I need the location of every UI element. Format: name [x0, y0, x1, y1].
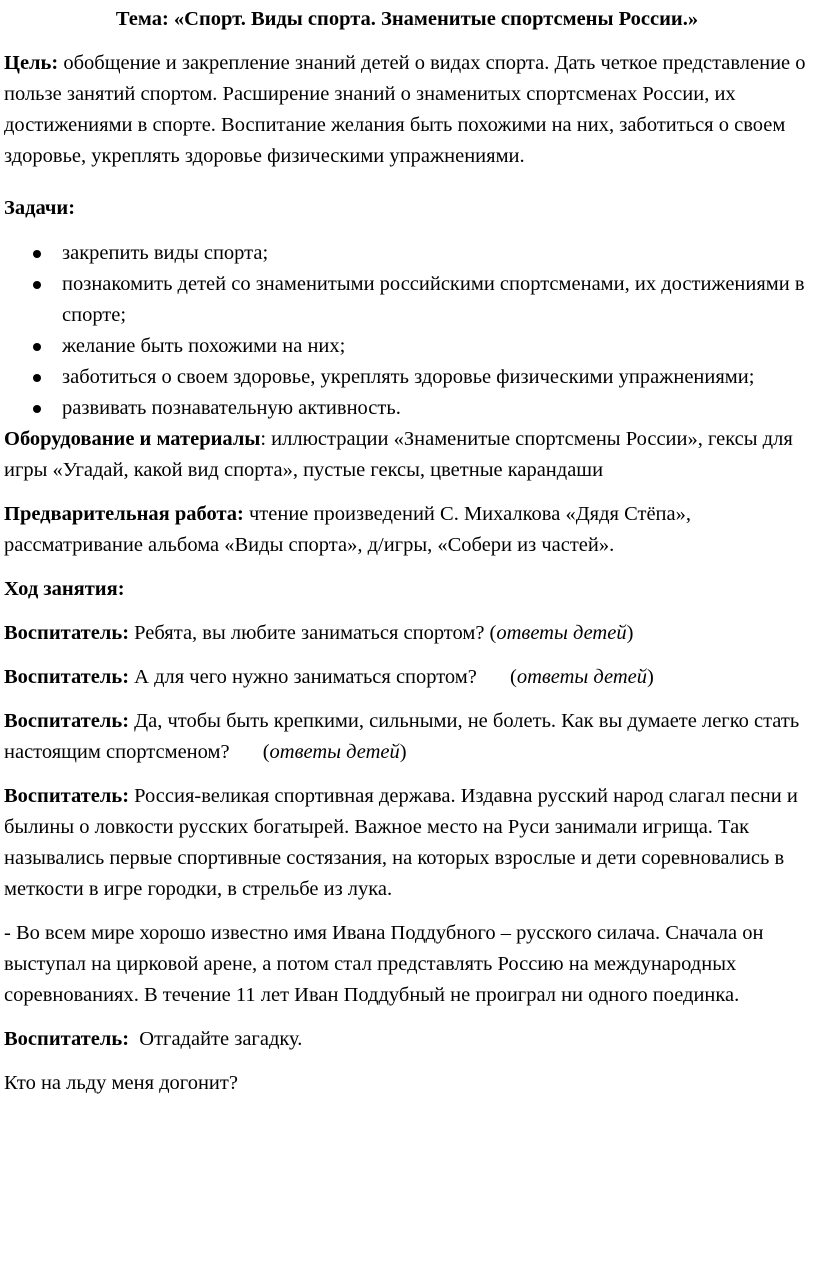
goal-text: обобщение и закрепление знаний детей о видах спорта. Дать четкое представление о пользе занятий спортом. Расширение знаний о знаменитых спортсменах России, их достижениями в спорте. Воспитание желания быть похожими на них, заботиться о своем здоровье, укреплять здоровье физическими упражнениями. — [4, 52, 806, 167]
teacher-label: Воспитатель: — [4, 710, 130, 732]
dialogue-line: Воспитатель: А для чего нужно заниматься спортом? (ответы детей) — [4, 666, 654, 688]
bullet-icon — [33, 250, 41, 258]
tasks-list — [4, 238, 810, 424]
equipment-text: : иллюстрации «Знаменитые спортсмены России», гексы для игры «Угадай, какой вид спорта», пустые гексы, цветные карандаши — [4, 428, 793, 481]
russia-paragraph: Воспитатель: Россия-великая спортивная держава. Издавна русский народ слагал песни и былины о ловкости русских богатырей. Важное место на Руси занимали игрища. Так назывались первые спортивные состязания, на которых взрослые и дети соревновались в меткости в игре городки, в стрельбе из лука. — [4, 785, 798, 900]
teacher-label: Воспитатель: — [4, 622, 130, 644]
list-item: закрепить виды спорта; — [4, 238, 810, 269]
children-answers-note: ответы детей — [516, 666, 648, 688]
teacher-label: Воспитатель: — [4, 666, 130, 688]
riddle-line: Кто на льду меня догонит? — [4, 1072, 238, 1094]
list-item: желание быть похожими на них; — [4, 331, 810, 362]
list-item: развивать познавательную активность. — [4, 393, 810, 424]
tasks-heading: Задачи: — [4, 197, 76, 219]
equipment-paragraph — [4, 424, 810, 486]
equipment-label: Оборудование и материалы — [4, 428, 261, 450]
bullet-icon — [33, 374, 41, 382]
children-answers-note: ответы детей — [496, 622, 627, 644]
document-title: Тема: «Спорт. Виды спорта. Знаменитые спортсмены России.» — [115, 8, 699, 30]
bullet-icon — [33, 343, 41, 351]
prework-label: Предварительная работа: — [4, 503, 244, 525]
bullet-icon — [33, 405, 41, 413]
prework-paragraph — [4, 499, 810, 561]
children-answers-note: ответы детей — [269, 741, 400, 763]
lesson-heading: Ход занятия: — [4, 578, 125, 600]
teacher-label: Воспитатель: — [4, 785, 130, 807]
bullet-icon — [33, 281, 41, 289]
teacher-label: Воспитатель: — [4, 1028, 130, 1050]
riddle-intro: Воспитатель: Отгадайте загадку. — [4, 1028, 303, 1050]
goal-label: Цель: — [4, 52, 59, 74]
poddubny-paragraph: - Во всем мире хорошо известно имя Ивана Поддубного – русского силача. Сначала он выступал на цирковой арене, а потом стал представлять Россию на международных соревнованиях. В течение 11 лет Иван Поддубный не проиграл ни одного поединка. — [4, 922, 764, 1006]
dialogue-line: Воспитатель: Ребята, вы любите заниматься спортом? (ответы детей) — [4, 622, 634, 644]
goal-paragraph — [4, 48, 810, 172]
list-item: познакомить детей со знаменитыми российскими спортсменами, их достижениями в спорте; — [4, 269, 810, 331]
prework-text: чтение произведений С. Михалкова «Дядя Стёпа», рассматривание альбома «Виды спорта», д/игры, «Собери из частей». — [4, 503, 691, 556]
list-item: заботиться о своем здоровье, укреплять здоровье физическими упражнениями; — [4, 362, 810, 393]
dialogue-line: Воспитатель: Да, чтобы быть крепкими, сильными, не болеть. Как вы думаете легко стать настоящим спортсменом? (ответы детей) — [4, 710, 800, 763]
document-page — [0, 4, 816, 1276]
